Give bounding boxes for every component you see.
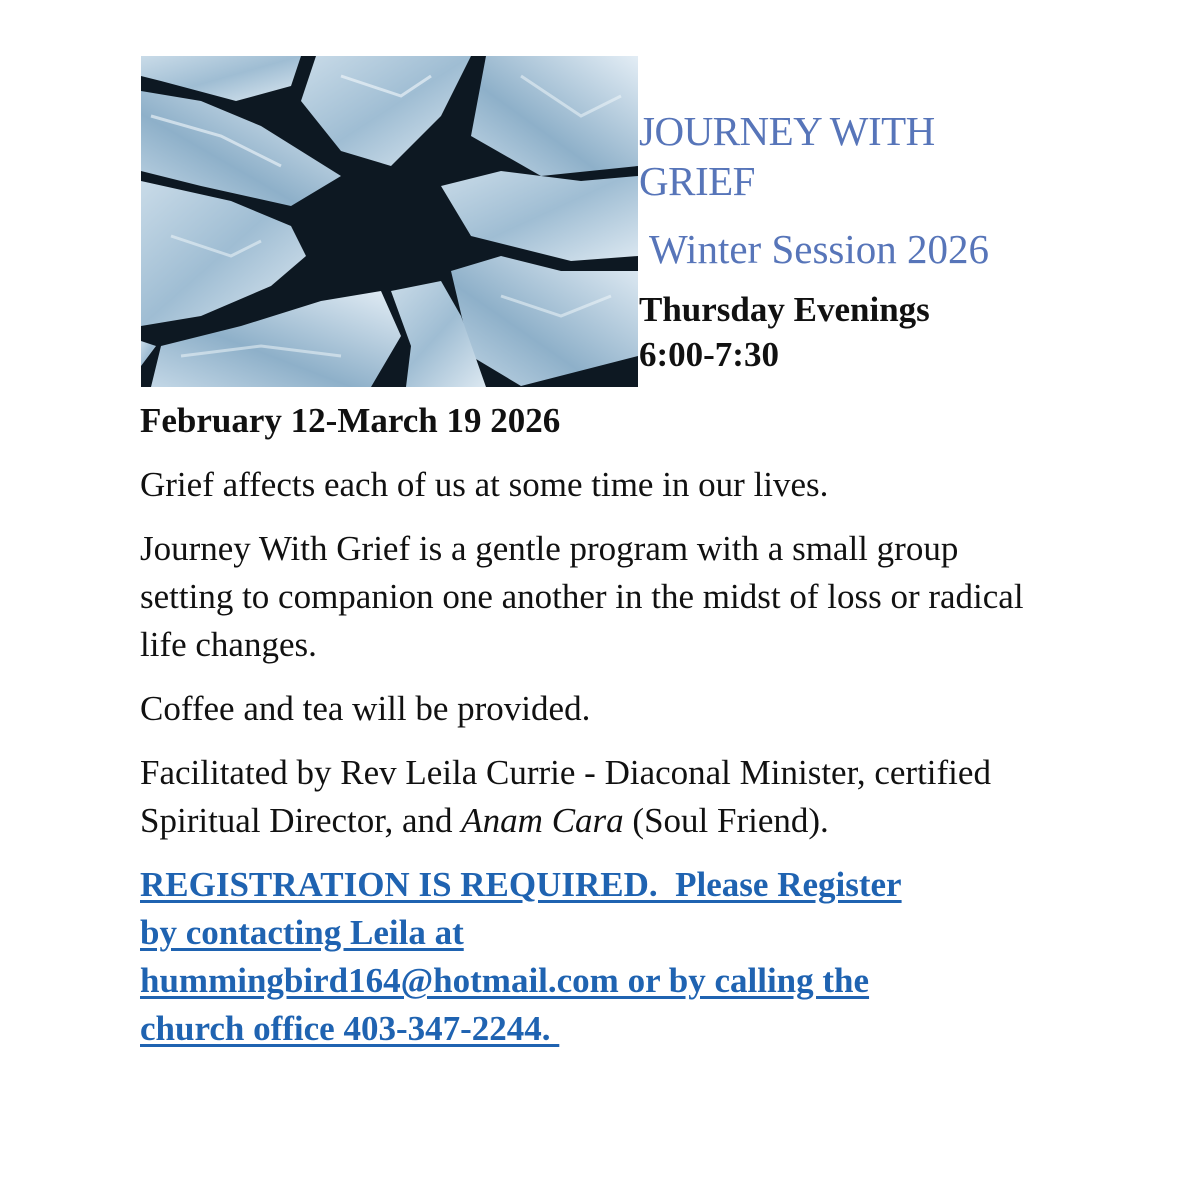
paragraph-grief-intro: Grief affects each of us at some time in our lives. [140, 465, 829, 504]
registration-line-2: by contacting Leila at [140, 913, 464, 952]
registration-line-4: church office 403-347-2244. [140, 1009, 560, 1048]
paragraph-facilitator [140, 749, 1060, 845]
cracked-ice-image [141, 56, 638, 387]
schedule-day: Thursday Evenings [639, 290, 930, 329]
schedule [639, 287, 1059, 377]
facilitator-text-end: (Soul Friend). [623, 801, 829, 840]
event-dates: February 12-March 19 2026 [140, 401, 561, 440]
registration-line-1: REGISTRATION IS REQUIRED. Please Register [140, 865, 902, 904]
registration-link[interactable] [140, 861, 1060, 1053]
paragraph-refreshments: Coffee and tea will be provided. [140, 689, 591, 728]
event-description [140, 461, 1060, 1053]
paragraph-program: Journey With Grief is a gentle program with a small group setting to companion one another in the midst of loss or radical life changes. [140, 529, 1024, 664]
anam-cara-italic: Anam Cara [461, 801, 624, 840]
registration-line-3: hummingbird164@hotmail.com or by calling the [140, 961, 870, 1000]
schedule-time: 6:00-7:30 [639, 335, 779, 374]
event-title: JOURNEY WITH GRIEF [639, 108, 935, 204]
facilitator-text: Facilitated by Rev Leila Currie - Diaconal Minister, certified Spiritual Director, and [140, 753, 991, 840]
event-subtitle: Winter Session 2026 [649, 226, 989, 272]
